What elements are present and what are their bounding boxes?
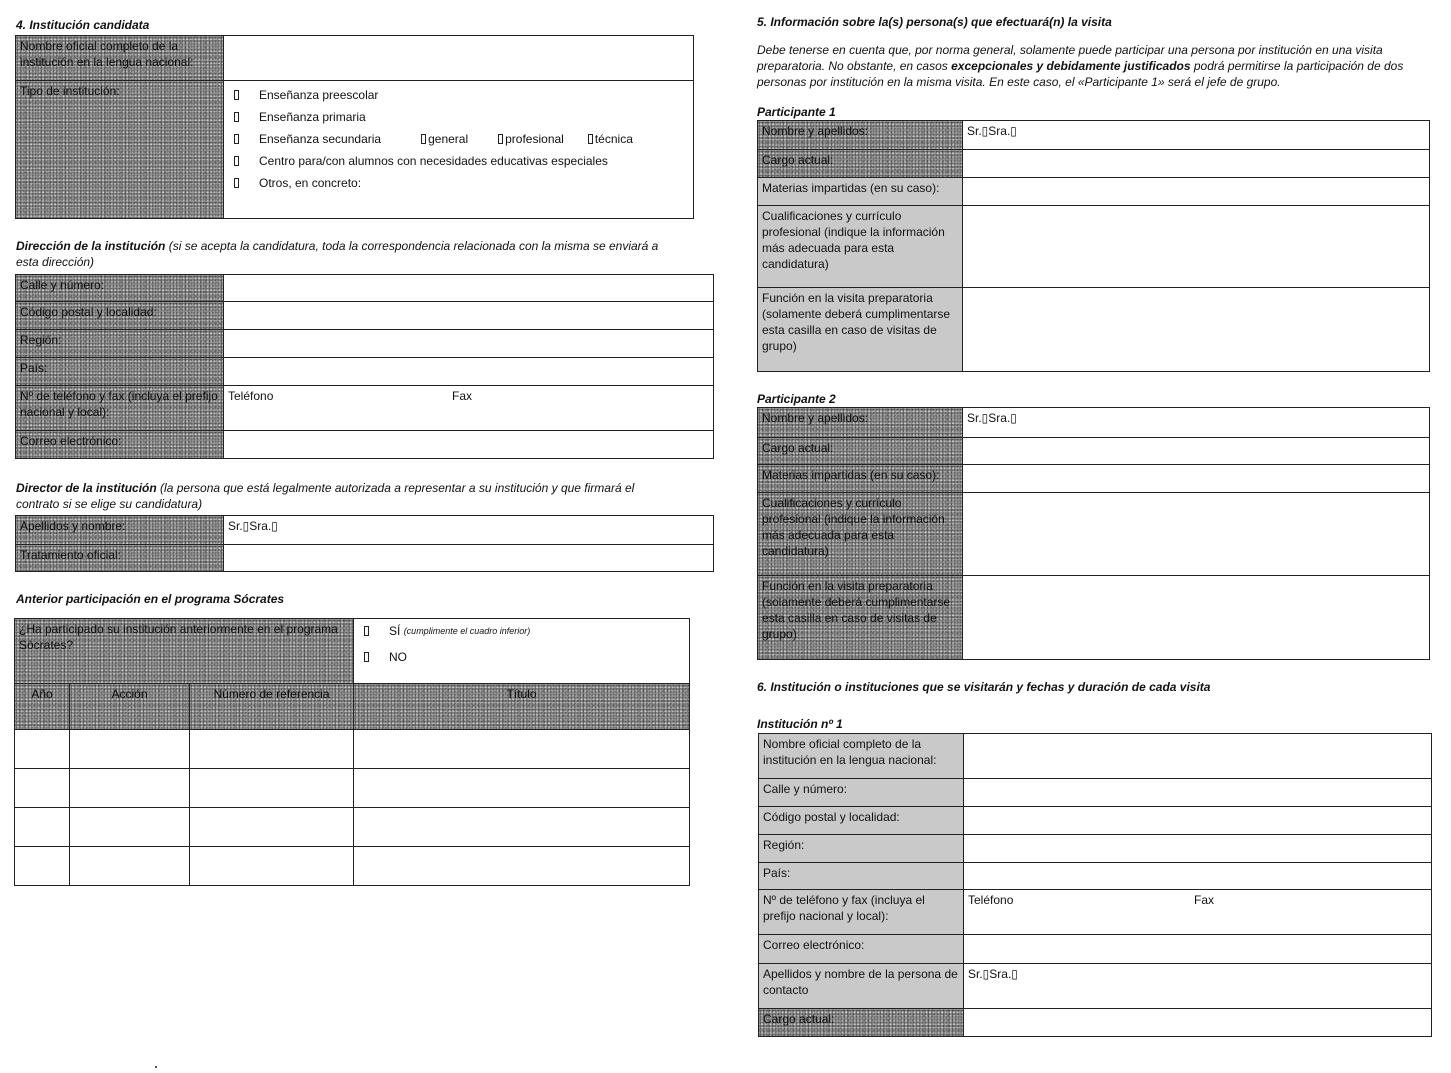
table-row [15,808,690,847]
p2-role-label: Función en la visita preparatoria (solamente deberá cumplimentarse esta casilla en caso de visitas de grupo) [758,576,963,660]
col-reference: Número de referencia [190,684,354,730]
region-field[interactable] [224,330,714,358]
inst-contact-label: Apellidos y nombre de la persona de contacto [759,964,964,1009]
inst-street-field[interactable] [964,779,1432,807]
inst-email-label: Correo electrónico: [759,935,964,964]
inst-phone-label: Teléfono [968,893,1014,907]
director-note: (la persona que está legalmente autorizada a representar a su institución y que firmará el contrato si se elige su candidatura) [16,481,635,511]
address-note: (si se acepta la candidatura, toda la correspondencia relacionada con la misma se enviará a esta dirección) [16,239,659,269]
table-row [15,847,690,886]
institution-table [15,35,694,219]
table-row [15,769,690,808]
institution-type-options [224,81,694,219]
cell[interactable] [15,769,70,808]
phone-fax-label: Nº de teléfono y fax (incluya el prefijo nacional y local): [16,386,224,431]
checkbox-icon[interactable] [234,156,239,166]
inst-country-label: País: [759,863,964,890]
p1-role-label: Función en la visita preparatoria (solamente deberá cumplimentarse esta casilla en caso de visitas de grupo) [758,288,963,372]
previous-table [14,683,690,886]
checkbox-icon[interactable] [234,112,239,122]
table-row [15,730,690,769]
director-title: Director de la institución [16,481,157,495]
p1-position-label: Cargo actual: [758,150,963,178]
email-field[interactable] [224,431,714,459]
checkbox-icon[interactable] [421,134,426,144]
p1-qualifications-label: Cualificaciones y currículo profesional (indique la información más adecuada para esta candidatura) [758,206,963,288]
institution1-title: Institución nº 1 [757,717,843,731]
cell[interactable] [15,730,70,769]
street-field[interactable] [224,275,714,302]
cell[interactable] [70,808,190,847]
country-field[interactable] [224,358,714,386]
option-no[interactable]: NO [364,649,685,665]
inst-region-field[interactable] [964,835,1432,863]
participant2-table [757,407,1430,660]
inst-street-label: Calle y número: [759,779,964,807]
official-name-field[interactable] [224,36,694,81]
checkbox-icon[interactable] [364,652,369,662]
participant1-table [757,120,1430,372]
option-primary[interactable]: Enseñanza primaria [234,109,689,125]
inst-contact-position-field[interactable] [964,1009,1432,1037]
cell[interactable] [70,847,190,886]
street-label: Calle y número: [16,275,224,302]
institution-type-label: Tipo de institución: [16,81,224,219]
director-title-field[interactable] [224,545,714,572]
p2-name-field[interactable]: Sr.▯Sra.▯ [963,408,1430,438]
inst-postal-field[interactable] [964,807,1432,835]
option-yes[interactable]: SÍ (cumplimente el cuadro inferior) [364,623,685,639]
inst-region-label: Región: [759,835,964,863]
region-label: Región: [16,330,224,358]
inst-name-field[interactable] [964,734,1432,779]
cell[interactable] [70,769,190,808]
previous-title: Anterior participación en el programa Sócrates [16,592,285,606]
option-other[interactable]: Otros, en concreto: [234,175,689,191]
checkbox-icon[interactable] [234,90,239,100]
previous-answer [354,619,690,684]
inst-contact-field[interactable]: Sr.▯Sra.▯ [964,964,1432,1009]
fax-label: Fax [452,389,473,403]
p2-position-field[interactable] [963,438,1430,465]
postal-label: Código postal y localidad: [16,302,224,330]
cell[interactable] [354,847,690,886]
postal-field[interactable] [224,302,714,330]
col-title: Título [354,684,690,730]
scan-speck [155,1066,157,1068]
p1-role-field[interactable] [963,288,1430,372]
country-label: País: [16,358,224,386]
checkbox-icon[interactable] [588,134,593,144]
cell[interactable] [190,808,354,847]
col-year: Año [15,684,70,730]
address-heading [16,238,680,270]
p1-qualifications-field[interactable] [963,206,1430,288]
address-table [15,274,714,459]
previous-question-table [14,618,690,684]
cell[interactable] [354,808,690,847]
address-title: Dirección de la institución [16,239,166,253]
phone-label: Teléfono [228,389,274,403]
director-name-label: Apellidos y nombre: [16,516,224,545]
institution1-table [758,733,1432,1037]
inst-phone-fax-field[interactable] [964,890,1432,935]
official-name-label: Nombre oficial completo de la institución en la lengua nacional: [16,36,224,81]
p1-subjects-field[interactable] [963,178,1430,206]
p2-position-label: Cargo actual: [758,438,963,465]
p2-qualifications-label: Cualificaciones y currículo profesional (indique la información más adecuada para esta candidatura) [758,493,963,576]
inst-contact-position-label: Cargo actual: [759,1009,964,1037]
director-heading [16,480,680,512]
p2-role-field[interactable] [963,576,1430,660]
checkbox-icon[interactable] [234,134,239,144]
inst-fax-label: Fax [1194,893,1215,907]
cell[interactable] [354,730,690,769]
col-action: Acción [70,684,190,730]
option-special-needs[interactable]: Centro para/con alumnos con necesidades educativas especiales [234,153,689,169]
option-preschool[interactable]: Enseñanza preescolar [234,87,689,103]
p2-name-label: Nombre y apellidos: [758,408,963,438]
p2-qualifications-field[interactable] [963,493,1430,576]
participant1-title: Participante 1 [757,105,836,119]
cell[interactable] [70,730,190,769]
p1-name-label: Nombre y apellidos: [758,121,963,150]
director-name-field[interactable]: Sr.▯Sra.▯ [224,516,714,545]
p1-position-field[interactable] [963,150,1430,178]
inst-name-label: Nombre oficial completo de la institución en la lengua nacional: [759,734,964,779]
phone-fax-field[interactable] [224,386,714,431]
cell[interactable] [190,730,354,769]
cell[interactable] [354,769,690,808]
option-secondary[interactable]: Enseñanza secundaria general profesional técnica [234,131,689,147]
p1-name-field[interactable]: Sr.▯Sra.▯ [963,121,1430,150]
section6-title: 6. Institución o instituciones que se visitarán y fechas y duración de cada visita [757,680,1211,694]
director-table [15,515,714,572]
checkbox-icon[interactable] [234,178,239,188]
previous-question: ¿Ha participado su institución anteriormente en el programa Sócrates? [15,619,354,684]
section4-title: 4. Institución candidata [16,18,150,32]
cell[interactable] [190,769,354,808]
section5-note: Debe tenerse en cuenta que, por norma general, solamente puede participar una persona por institución en una visita preparatoria. No obstante, en casos excepcionales y debidamente justificados podrá permitirse la participación de dos personas por institución en la misma visita. En este caso, el «Participante 1» será el jefe de grupo. [757,43,1404,89]
p1-subjects-label: Materias impartidas (en su caso): [758,178,963,206]
cell[interactable] [190,847,354,886]
section5-title: 5. Información sobre la(s) persona(s) que efectuará(n) la visita [757,15,1112,29]
participant2-title: Participante 2 [757,392,836,406]
inst-postal-label: Código postal y localidad: [759,807,964,835]
cell[interactable] [15,847,70,886]
checkbox-icon[interactable] [498,134,503,144]
director-title-label: Tratamiento oficial: [16,545,224,572]
p2-subjects-field[interactable] [963,465,1430,493]
inst-email-field[interactable] [964,935,1432,964]
inst-country-field[interactable] [964,863,1432,890]
email-label: Correo electrónico: [16,431,224,459]
inst-phone-fax-label: Nº de teléfono y fax (incluya el prefijo nacional y local): [759,890,964,935]
cell[interactable] [15,808,70,847]
checkbox-icon[interactable] [364,626,369,636]
p2-subjects-label: Materias impartidas (en su caso): [758,465,963,493]
